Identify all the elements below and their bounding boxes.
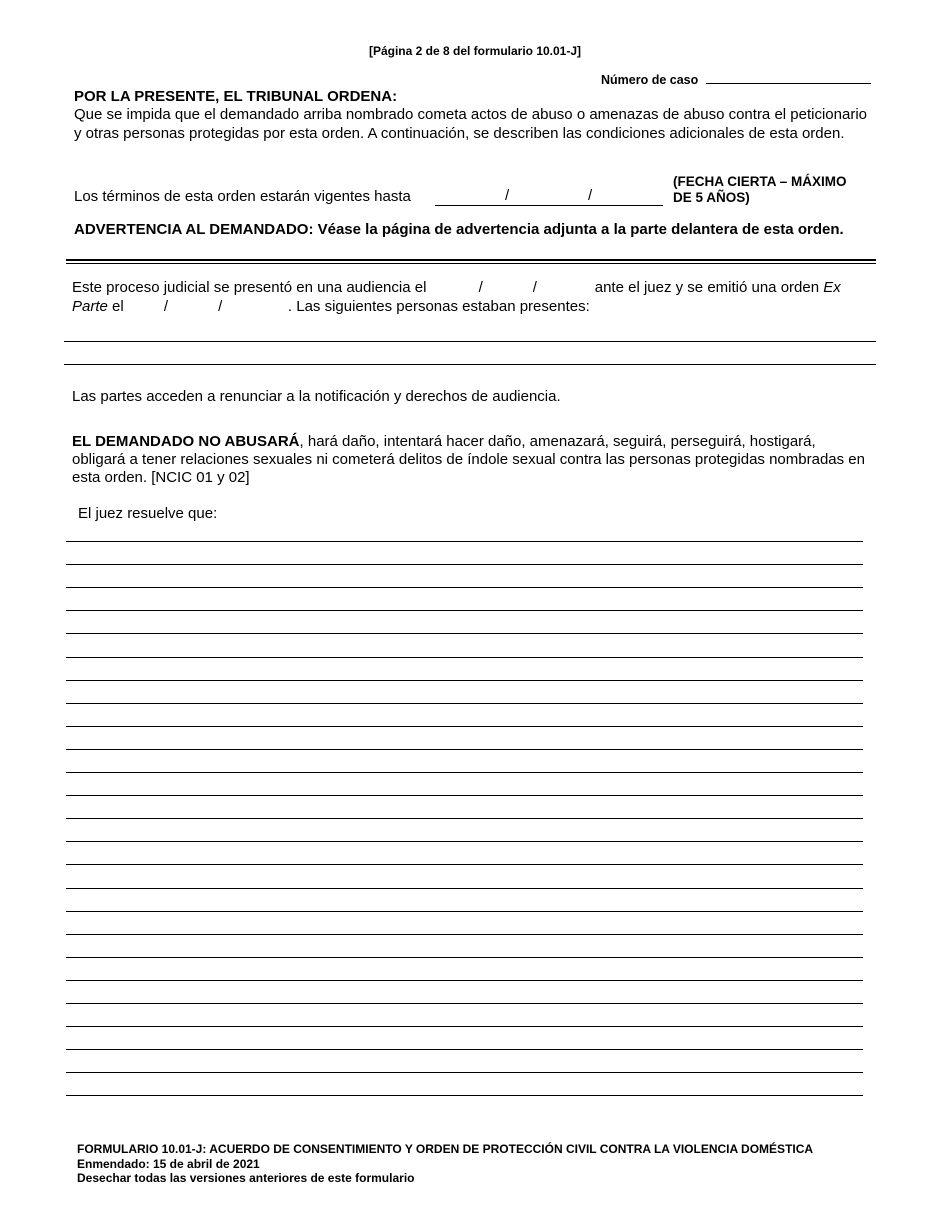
- judge-findings-line[interactable]: [66, 1003, 863, 1004]
- judge-findings-line[interactable]: [66, 888, 863, 889]
- present-persons-line-1[interactable]: [64, 341, 876, 342]
- ex-parte-date-field[interactable]: [128, 298, 288, 317]
- date-note-line1: (FECHA CIERTA – MÁXIMO: [673, 174, 847, 189]
- no-abuse-clause: [72, 433, 872, 487]
- ex-parte-date-slash-1: /: [163, 297, 169, 315]
- no-abuse-rest: , hará daño, intentará hacer daño, amenazará, seguirá, perseguirá, hostigará, obligará a tener relaciones sexuales ni cometerá delitos de índole sexual contra las personas protegidas nombradas en esta orden. [NCIC 01 y 02]: [72, 433, 865, 486]
- date-slash-1: /: [505, 187, 510, 204]
- section-divider-inner: [66, 263, 876, 264]
- judge-findings-line[interactable]: [66, 841, 863, 842]
- waiver-text: Las partes acceden a renunciar a la notificación y derechos de audiencia.: [72, 388, 561, 405]
- judge-findings-line[interactable]: [66, 934, 863, 935]
- judge-label: El juez resuelve que:: [78, 505, 218, 522]
- judge-findings-line[interactable]: [66, 911, 863, 912]
- judge-findings-line[interactable]: [66, 1026, 863, 1027]
- proceeding-ex: Ex: [823, 279, 841, 296]
- date-note: [673, 174, 847, 206]
- ex-parte-date-slash-2: /: [218, 297, 223, 315]
- judge-findings-line[interactable]: [66, 980, 863, 981]
- judge-findings-line[interactable]: [66, 680, 863, 681]
- judge-findings-line[interactable]: [66, 864, 863, 865]
- proceeding-parte: Parte: [72, 297, 108, 315]
- case-number-row: [601, 72, 871, 87]
- judge-findings-line[interactable]: [66, 541, 863, 542]
- date-note-line2: DE 5 AÑOS): [673, 190, 750, 205]
- form-footer: [77, 1142, 813, 1186]
- proceeding-part2: ante el juez y se emitió una orden: [594, 279, 820, 296]
- no-abuse-bold: EL DEMANDADO NO ABUSARÁ: [72, 433, 300, 450]
- case-number-field[interactable]: [706, 72, 871, 84]
- proceeding-part3: . Las siguientes personas estaban presentes:: [287, 297, 590, 315]
- judge-findings-line[interactable]: [66, 772, 863, 773]
- section-divider: [66, 259, 876, 261]
- judge-findings-line[interactable]: [66, 587, 863, 588]
- case-number-label: Número de caso: [601, 73, 699, 87]
- judge-findings-line[interactable]: [66, 818, 863, 819]
- footer-discard: Desechar todas las versiones anteriores de este formulario: [77, 1171, 415, 1185]
- hearing-date-slash-1: /: [478, 279, 483, 296]
- proceeding-part1: Este proceso judicial se presentó en una audiencia el: [72, 279, 427, 296]
- proceeding-text: [72, 279, 872, 316]
- judge-findings-line[interactable]: [66, 564, 863, 565]
- judge-findings-line[interactable]: [66, 1049, 863, 1050]
- date-slash-2: /: [588, 187, 593, 204]
- hearing-date-slash-2: /: [532, 279, 537, 296]
- judge-findings-line[interactable]: [66, 749, 863, 750]
- judge-findings-line[interactable]: [66, 1095, 863, 1096]
- proceeding-el: el: [112, 297, 124, 315]
- judge-findings-line[interactable]: [66, 633, 863, 634]
- judge-findings-line[interactable]: [66, 657, 863, 658]
- page-label: [Página 2 de 8 del formulario 10.01-J]: [368, 44, 582, 58]
- judge-findings-line[interactable]: [66, 957, 863, 958]
- hearing-date-field[interactable]: [431, 279, 591, 298]
- judge-findings-line[interactable]: [66, 703, 863, 704]
- defendant-warning: ADVERTENCIA AL DEMANDADO: Véase la página de advertencia adjunta a la parte delantera de esta orden.: [74, 221, 844, 238]
- terms-label: Los términos de esta orden estarán vigentes hasta: [74, 188, 411, 205]
- footer-title: FORMULARIO 10.01-J: ACUERDO DE CONSENTIMIENTO Y ORDEN DE PROTECCIÓN CIVIL CONTRA LA VIOLENCIA DOMÉSTICA: [77, 1142, 814, 1156]
- judge-findings-line[interactable]: [66, 795, 863, 796]
- footer-amended: Enmendado: 15 de abril de 2021: [77, 1156, 260, 1171]
- order-text: Que se impida que el demandado arriba nombrado cometa actos de abuso o amenazas de abuso contra el peticionario y otras personas protegidas por esta orden. A continuación, se describen las condiciones adicionales de esta orden.: [74, 106, 868, 142]
- order-heading: POR LA PRESENTE, EL TRIBUNAL ORDENA:: [74, 88, 398, 105]
- judge-findings-line[interactable]: [66, 610, 863, 611]
- judge-findings-line[interactable]: [66, 1072, 863, 1073]
- present-persons-line-2[interactable]: [64, 364, 876, 365]
- judge-findings-line[interactable]: [66, 726, 863, 727]
- end-date-field[interactable]: [435, 187, 663, 206]
